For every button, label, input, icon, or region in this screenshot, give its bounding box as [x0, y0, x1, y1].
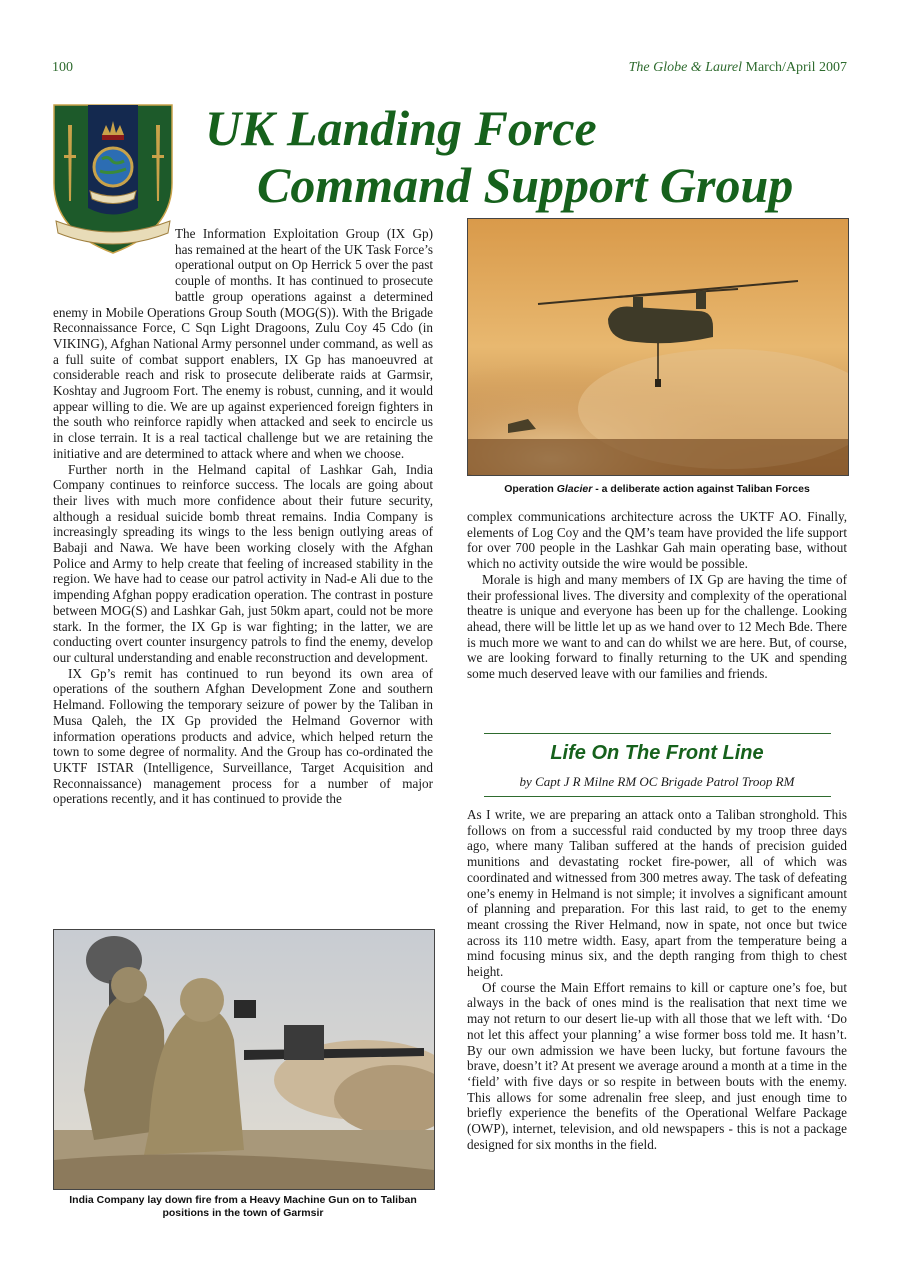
section-divider: [484, 733, 831, 734]
issue-info: [629, 60, 847, 76]
right-column-top: [467, 509, 847, 682]
paragraph: The Information Exploitation Group (IX Gp) has remained at the heart of the UK Task Force’s operational output on Op Herrick 5 over the past couple of months. It has continued to prosecute battle group operations against a determined enemy in Mobile Operations Group South (MOG(S)). With the Brigade Reconnaissance Force, C Sqn Light Dragoons, Zulu Coy 45 Cdo (in VIKING), Afghan National Army personnel under command, as well as a full suite of combat support enablers, IX Gp has manoeuvred at considerable reach and risk to prosecute deliberate raids at Garmsir, Koshtay and Jugroom Fort. The enemy is robust, cunning, and it would appear willing to die. We are up against experienced foreign fighters in the south who reinforce rapidly when attacked and seek to encircle us in close terrain. It is a real tactical challenge but we are retaining the initiative and are determined to attack where and when we choose.: [53, 226, 433, 461]
soldiers-heavy-machine-gun-image: [54, 930, 434, 1189]
article-title-line-2: Command Support Group: [257, 157, 794, 213]
caption-text: - a deliberate action against Taliban Forces: [592, 483, 810, 495]
caption-text: Operation: [504, 483, 557, 495]
chinook-helicopter-image: [468, 219, 848, 475]
page-number: 100: [52, 60, 73, 75]
machine-gun-photo: [53, 929, 435, 1190]
paragraph: Of course the Main Effort remains to kill or capture one’s foe, but always in the back of ones mind is the realisation that next time we may not return to our desert lie-up with all those that we left with. ‘Do not let this affect your planning’ a wise former boss told me. It hasn’t. By our own admission we have been lucky, but fortune favours the brave, doesn’t it? At present we average around a month at a time in the ‘field’ with five days or so respite in between bouts with the enemy. This allows for some adrenalin free sleep, and just enough time to briefly experience the benefits of the Operational Welfare Package (OWP), internet, television, and old newspapers - this is not a package designed for six months in the field.: [467, 979, 847, 1152]
section-heading: Life On The Front Line: [550, 742, 764, 764]
paragraph: Morale is high and many members of IX Gp are having the time of their professional lives. The diversity and complexity of the operational theatre is unique and everyone has been up for the challenge. Looking ahead, there will be little let up as we hand over to 12 Mech Bde. There is much more we want to and can do whilst we are here. But, of course, we are looking forward to finally returning to the UK and spending some much deserved leave with our families and friends.: [467, 571, 847, 682]
publication-name: The Globe & Laurel: [628, 60, 743, 75]
right-column-bottom: [467, 807, 847, 1152]
caption-operation-name: Glacier: [556, 483, 593, 495]
crest-wrap-space: [53, 226, 175, 291]
machine-gun-caption: India Company lay down fire from a Heavy Machine Gun on to Taliban positions in the town of Garmsir: [69, 1194, 417, 1219]
paragraph: Further north in the Helmand capital of Lashkar Gah, India Company continues to reinforce success. The locals are going about their lives with much more confidence about their future security, although a residual suicide bomb threat remains. India Company is increasingly spreading its wings to the less benign outlying areas of Babaji and Nawa. We have been working closely with the Afghan Police and Army to help create that feeling of increased stability in the region. We have had to cease our patrol activity in Nad-e Ali due to the impending Afghan poppy eradication operation. The contrast in posture between MOG(S) and Lashkar Gah, just 50km apart, could not be more stark. In the former, the IX Gp is war fighting; in the latter, we are conducting overt counter insurgency patrols to find the enemy, develop our cultural understanding and enable reconstruction and development.: [53, 461, 433, 665]
paragraph: complex communications architecture across the UKTF AO. Finally, elements of Log Coy and the QM’s team have provided the life support for over 700 people in the Lashkar Gah main operating base, without which no activity outside the wire would be possible.: [467, 509, 847, 572]
paragraph: IX Gp’s remit has continued to run beyond its own area of operations of the southern Afghan Development Zone and southern Helmand. Following the temporary seizure of power by the Taliban in Musa Qaleh, the IX Gp provided the Helmand Governor with information operations products and advice, which helped return the town to some degree of normality. And the Group has co-ordinated the UKTF ISTAR (Intelligence, Surveillance, Target Acquisition and Reconnaissance) management process for a number of major operations recently, and it has continued to provide the: [53, 665, 433, 807]
issue-date: March/April 2007: [745, 60, 847, 75]
chinook-caption: [467, 483, 847, 496]
chinook-photo: [467, 218, 849, 476]
section-byline: by Capt J R Milne RM OC Brigade Patrol Troop RM: [519, 774, 795, 789]
byline-divider: [484, 796, 831, 797]
article-title-line-1: UK Landing Force: [205, 100, 597, 156]
left-column: [53, 226, 433, 923]
paragraph: As I write, we are preparing an attack onto a Taliban stronghold. This follows on from a successful raid conducted by my troop three days ago, where many Taliban suffered at the hands of precision guided munitions and devastating rocket fire-power, all of which was coordinated and witnessed from 300 metres away. The task of defeating one’s enemy in Helmand is not simple; it involves a significant amount of planning and preparation. For this last raid, to get to the enemy meant crossing the River Helmand, now in spate, not once but twice across its 110 metre width. Easy, apart from the temperature being a mind focusing minus six, and the depth ranging from thigh to chest height.: [467, 807, 847, 980]
